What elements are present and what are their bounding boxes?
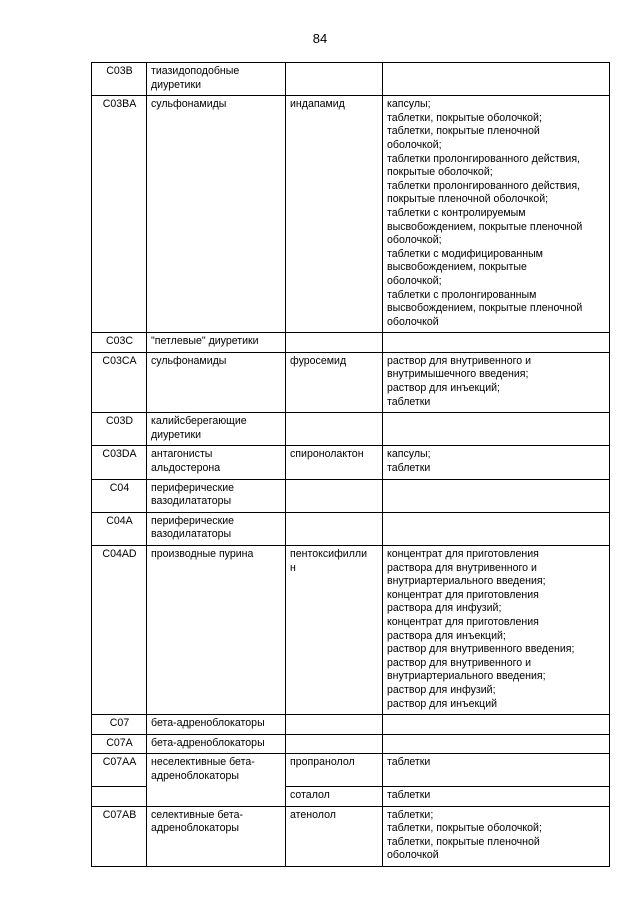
group-name-cell: периферические вазодилататоры: [147, 512, 286, 545]
atc-code-cell: C03CA: [92, 352, 147, 412]
drug-name-cell: [286, 734, 383, 754]
atc-code-cell: C03D: [92, 413, 147, 446]
table-row: [92, 754, 610, 787]
group-name-cell: сульфонамиды: [147, 352, 286, 412]
dosage-forms-cell: [383, 333, 610, 353]
dosage-forms-cell: таблетки: [383, 787, 610, 807]
table-row: [92, 806, 610, 866]
group-name-cell: неселективные бета- адреноблокаторы: [147, 754, 286, 787]
dosage-forms-cell: [383, 715, 610, 735]
drug-name-cell: пентоксифилли н: [286, 546, 383, 715]
drug-name-cell: [286, 512, 383, 545]
atc-code-cell: C07A: [92, 734, 147, 754]
dosage-forms-cell: концентрат для приготовления раствора для внутривенного и внутриартериального введения; концентрат для приготовления раствора для инфузий; концентрат для приготовления раствора для инъекций; раствор для внутривенного введения; раствор для внутривенного и внутриартериального введения; раствор для инфузий; раствор для инъекций: [383, 546, 610, 715]
drug-name-cell: фуросемид: [286, 352, 383, 412]
table-row: [92, 413, 610, 446]
dosage-forms-cell: раствор для внутривенного и внутримышечного введения; раствор для инъекций; таблетки: [383, 352, 610, 412]
table-row: [92, 96, 610, 333]
drug-name-cell: соталол: [286, 787, 383, 807]
dosage-forms-cell: капсулы; таблетки, покрытые оболочкой; таблетки, покрытые пленочной оболочкой; таблетки пролонгированного действия, покрытые оболочкой; таблетки пролонгированного действия, покрытые пленочной оболочкой; таблетки с контролируемым высвобождением, покрытые пленочной оболочкой; таблетки с модифицированным высвобождением, покрытые оболочкой; таблетки с пролонгированным высвобождением, покрытые пленочной оболочкой: [383, 96, 610, 333]
table-row: [92, 734, 610, 754]
table-row: [92, 512, 610, 545]
atc-code-cell: C03DA: [92, 446, 147, 479]
group-name-cell: периферические вазодилататоры: [147, 479, 286, 512]
table-row: [92, 546, 610, 715]
table-row: [92, 479, 610, 512]
atc-code-cell: C04AD: [92, 546, 147, 715]
group-name-cell: калийсберегающие диуретики: [147, 413, 286, 446]
page-number: 84: [312, 31, 328, 46]
atc-code-cell: C07AA: [92, 754, 147, 787]
dosage-forms-cell: таблетки: [383, 754, 610, 787]
group-name-cell: тиазидоподобные диуретики: [147, 63, 286, 96]
drug-name-cell: [286, 479, 383, 512]
drug-name-cell: атенолол: [286, 806, 383, 866]
drug-name-cell: пропранолол: [286, 754, 383, 787]
group-name-cell: "петлевые" диуретики: [147, 333, 286, 353]
drug-name-cell: спиронолактон: [286, 446, 383, 479]
dosage-forms-cell: таблетки; таблетки, покрытые оболочкой; таблетки, покрытые пленочной оболочкой: [383, 806, 610, 866]
dosage-forms-cell: [383, 413, 610, 446]
drug-name-cell: [286, 63, 383, 96]
group-name-cell: [147, 787, 286, 807]
group-name-cell: производные пурина: [147, 546, 286, 715]
group-name-cell: сульфонамиды: [147, 96, 286, 333]
group-name-cell: бета-адреноблокаторы: [147, 734, 286, 754]
atc-code-cell: C03C: [92, 333, 147, 353]
dosage-forms-cell: [383, 63, 610, 96]
table-row: [92, 446, 610, 479]
table-row: [92, 715, 610, 735]
dosage-forms-cell: [383, 734, 610, 754]
atc-code-cell: C03BA: [92, 96, 147, 333]
drug-table: [91, 62, 610, 867]
table-row: [92, 63, 610, 96]
group-name-cell: бета-адреноблокаторы: [147, 715, 286, 735]
table-row: [92, 787, 610, 807]
dosage-forms-cell: капсулы; таблетки: [383, 446, 610, 479]
atc-code-cell: C07: [92, 715, 147, 735]
dosage-forms-cell: [383, 479, 610, 512]
atc-code-cell: [92, 787, 147, 807]
group-name-cell: антагонисты альдостерона: [147, 446, 286, 479]
group-name-cell: селективные бета- адреноблокаторы: [147, 806, 286, 866]
table-row: [92, 333, 610, 353]
drug-name-cell: [286, 413, 383, 446]
drug-name-cell: индапамид: [286, 96, 383, 333]
drug-name-cell: [286, 715, 383, 735]
atc-code-cell: C07AB: [92, 806, 147, 866]
atc-code-cell: C04: [92, 479, 147, 512]
atc-code-cell: C04A: [92, 512, 147, 545]
atc-code-cell: C03B: [92, 63, 147, 96]
drug-name-cell: [286, 333, 383, 353]
dosage-forms-cell: [383, 512, 610, 545]
table-row: [92, 352, 610, 412]
